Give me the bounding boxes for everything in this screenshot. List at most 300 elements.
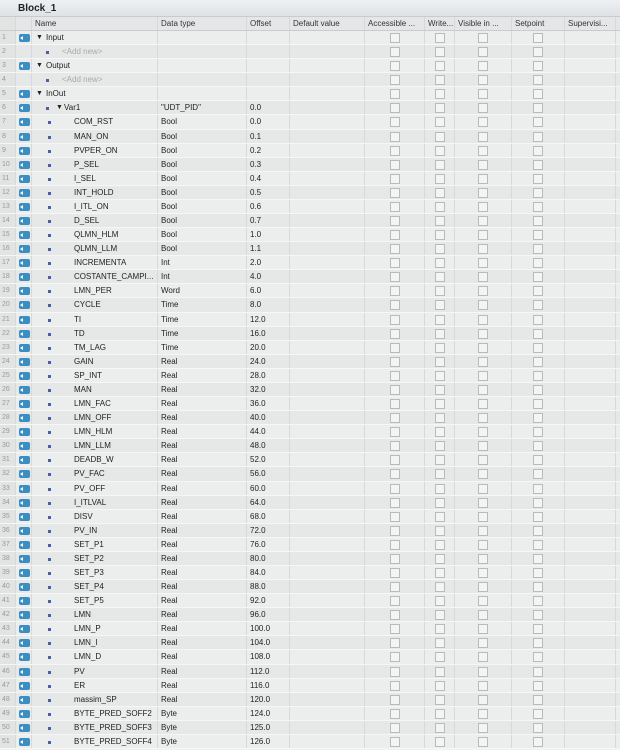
row-data-type[interactable]: Real xyxy=(158,369,247,382)
table-row[interactable] xyxy=(0,158,620,172)
checkbox-wr[interactable] xyxy=(435,47,445,57)
checkbox-vi[interactable] xyxy=(478,174,488,184)
checkbox-sp[interactable] xyxy=(533,652,543,662)
table-row[interactable] xyxy=(0,552,620,566)
row-default-value[interactable] xyxy=(290,608,365,621)
checkbox-sp[interactable] xyxy=(533,75,543,85)
row-default-value[interactable] xyxy=(290,439,365,452)
row-supervision[interactable] xyxy=(565,566,616,579)
checkbox-vi[interactable] xyxy=(478,61,488,71)
checkbox-ac[interactable] xyxy=(390,132,400,142)
table-row[interactable] xyxy=(0,580,620,594)
checkbox-vi[interactable] xyxy=(478,286,488,296)
checkbox-vi[interactable] xyxy=(478,132,488,142)
checkbox-vi[interactable] xyxy=(478,160,488,170)
table-row[interactable] xyxy=(0,298,620,312)
row-data-type[interactable]: Real xyxy=(158,552,247,565)
row-supervision[interactable] xyxy=(565,496,616,509)
row-name[interactable]: LMN_P xyxy=(74,624,101,634)
checkbox-vi[interactable] xyxy=(478,526,488,536)
checkbox-sp[interactable] xyxy=(533,132,543,142)
row-default-value[interactable] xyxy=(290,693,365,706)
row-data-type[interactable]: Real xyxy=(158,411,247,424)
header-visible[interactable]: Visible in ... xyxy=(455,17,512,30)
row-name[interactable]: GAIN xyxy=(74,356,94,366)
row-name[interactable]: INT_HOLD xyxy=(74,187,114,197)
table-row[interactable] xyxy=(0,636,620,650)
row-supervision[interactable] xyxy=(565,538,616,551)
table-row[interactable] xyxy=(0,355,620,369)
checkbox-wr[interactable] xyxy=(435,413,445,423)
checkbox-sp[interactable] xyxy=(533,188,543,198)
row-supervision[interactable] xyxy=(565,482,616,495)
row-name[interactable]: LMN xyxy=(74,610,91,620)
checkbox-sp[interactable] xyxy=(533,455,543,465)
row-supervision[interactable] xyxy=(565,31,616,44)
checkbox-ac[interactable] xyxy=(390,723,400,733)
checkbox-sp[interactable] xyxy=(533,357,543,367)
checkbox-wr[interactable] xyxy=(435,216,445,226)
table-row[interactable] xyxy=(0,439,620,453)
row-data-type[interactable]: Bool xyxy=(158,158,247,171)
checkbox-wr[interactable] xyxy=(435,258,445,268)
checkbox-sp[interactable] xyxy=(533,638,543,648)
checkbox-ac[interactable] xyxy=(390,300,400,310)
header-data-type[interactable]: Data type xyxy=(158,17,247,30)
checkbox-ac[interactable] xyxy=(390,681,400,691)
checkbox-vi[interactable] xyxy=(478,75,488,85)
checkbox-sp[interactable] xyxy=(533,202,543,212)
checkbox-vi[interactable] xyxy=(478,272,488,282)
row-supervision[interactable] xyxy=(565,439,616,452)
row-supervision[interactable] xyxy=(565,665,616,678)
header-offset[interactable]: Offset xyxy=(247,17,290,30)
row-default-value[interactable] xyxy=(290,707,365,720)
checkbox-wr[interactable] xyxy=(435,329,445,339)
row-supervision[interactable] xyxy=(565,130,616,143)
row-supervision[interactable] xyxy=(565,707,616,720)
row-default-value[interactable] xyxy=(290,425,365,438)
row-default-value[interactable] xyxy=(290,341,365,354)
checkbox-vi[interactable] xyxy=(478,568,488,578)
row-name[interactable]: LMN_FAC xyxy=(74,399,111,409)
row-data-type[interactable]: Real xyxy=(158,355,247,368)
row-data-type[interactable]: Real xyxy=(158,439,247,452)
checkbox-sp[interactable] xyxy=(533,343,543,353)
row-data-type[interactable]: Byte xyxy=(158,707,247,720)
checkbox-vi[interactable] xyxy=(478,103,488,113)
checkbox-wr[interactable] xyxy=(435,526,445,536)
checkbox-vi[interactable] xyxy=(478,554,488,564)
checkbox-ac[interactable] xyxy=(390,230,400,240)
checkbox-sp[interactable] xyxy=(533,413,543,423)
checkbox-ac[interactable] xyxy=(390,286,400,296)
checkbox-wr[interactable] xyxy=(435,315,445,325)
checkbox-ac[interactable] xyxy=(390,33,400,43)
row-data-type[interactable]: Real xyxy=(158,650,247,663)
checkbox-ac[interactable] xyxy=(390,413,400,423)
checkbox-ac[interactable] xyxy=(390,385,400,395)
row-data-type[interactable]: Real xyxy=(158,383,247,396)
checkbox-wr[interactable] xyxy=(435,160,445,170)
table-row[interactable] xyxy=(0,538,620,552)
table-row[interactable] xyxy=(0,467,620,481)
row-data-type[interactable]: Bool xyxy=(158,130,247,143)
row-supervision[interactable] xyxy=(565,101,616,114)
checkbox-ac[interactable] xyxy=(390,526,400,536)
checkbox-ac[interactable] xyxy=(390,709,400,719)
row-data-type[interactable]: Bool xyxy=(158,186,247,199)
checkbox-vi[interactable] xyxy=(478,343,488,353)
checkbox-ac[interactable] xyxy=(390,202,400,212)
checkbox-sp[interactable] xyxy=(533,371,543,381)
row-supervision[interactable] xyxy=(565,735,616,748)
table-row[interactable] xyxy=(0,650,620,664)
checkbox-vi[interactable] xyxy=(478,427,488,437)
row-name[interactable]: COM_RST xyxy=(74,117,114,127)
table-row[interactable] xyxy=(0,256,620,270)
checkbox-ac[interactable] xyxy=(390,61,400,71)
row-data-type[interactable]: Real xyxy=(158,453,247,466)
table-row[interactable] xyxy=(0,45,620,59)
header-name[interactable]: Name xyxy=(32,17,158,30)
checkbox-vi[interactable] xyxy=(478,484,488,494)
checkbox-ac[interactable] xyxy=(390,554,400,564)
checkbox-sp[interactable] xyxy=(533,427,543,437)
checkbox-wr[interactable] xyxy=(435,357,445,367)
checkbox-vi[interactable] xyxy=(478,469,488,479)
row-name[interactable]: MAN_ON xyxy=(74,131,109,141)
checkbox-wr[interactable] xyxy=(435,723,445,733)
row-supervision[interactable] xyxy=(565,228,616,241)
table-row[interactable] xyxy=(0,130,620,144)
row-name[interactable]: Output xyxy=(46,61,71,71)
row-default-value[interactable] xyxy=(290,721,365,734)
checkbox-vi[interactable] xyxy=(478,652,488,662)
row-data-type[interactable]: Bool xyxy=(158,242,247,255)
row-default-value[interactable] xyxy=(290,566,365,579)
checkbox-sp[interactable] xyxy=(533,89,543,99)
row-default-value[interactable] xyxy=(290,636,365,649)
row-name[interactable]: BYTE_PRED_SOFF3 xyxy=(74,722,152,732)
checkbox-vi[interactable] xyxy=(478,723,488,733)
row-data-type[interactable]: Bool xyxy=(158,200,247,213)
checkbox-vi[interactable] xyxy=(478,315,488,325)
checkbox-wr[interactable] xyxy=(435,695,445,705)
checkbox-sp[interactable] xyxy=(533,61,543,71)
checkbox-vi[interactable] xyxy=(478,399,488,409)
row-name[interactable]: PV xyxy=(74,666,85,676)
checkbox-ac[interactable] xyxy=(390,89,400,99)
checkbox-vi[interactable] xyxy=(478,695,488,705)
checkbox-ac[interactable] xyxy=(390,737,400,747)
checkbox-sp[interactable] xyxy=(533,300,543,310)
row-default-value[interactable] xyxy=(290,200,365,213)
row-default-value[interactable] xyxy=(290,679,365,692)
row-default-value[interactable] xyxy=(290,144,365,157)
row-supervision[interactable] xyxy=(565,721,616,734)
row-supervision[interactable] xyxy=(565,552,616,565)
checkbox-wr[interactable] xyxy=(435,117,445,127)
checkbox-sp[interactable] xyxy=(533,484,543,494)
checkbox-vi[interactable] xyxy=(478,737,488,747)
row-default-value[interactable] xyxy=(290,496,365,509)
header-default-value[interactable]: Default value xyxy=(290,17,365,30)
checkbox-wr[interactable] xyxy=(435,484,445,494)
row-supervision[interactable] xyxy=(565,580,616,593)
row-default-value[interactable] xyxy=(290,650,365,663)
row-default-value[interactable] xyxy=(290,383,365,396)
table-row[interactable] xyxy=(0,622,620,636)
checkbox-ac[interactable] xyxy=(390,117,400,127)
checkbox-ac[interactable] xyxy=(390,667,400,677)
row-default-value[interactable] xyxy=(290,538,365,551)
row-name[interactable]: DEADB_W xyxy=(74,455,114,465)
table-row[interactable] xyxy=(0,496,620,510)
checkbox-wr[interactable] xyxy=(435,582,445,592)
add-new-placeholder[interactable]: <Add new> xyxy=(62,75,103,85)
checkbox-ac[interactable] xyxy=(390,357,400,367)
row-supervision[interactable] xyxy=(565,650,616,663)
checkbox-ac[interactable] xyxy=(390,47,400,57)
checkbox-ac[interactable] xyxy=(390,244,400,254)
table-row[interactable] xyxy=(0,172,620,186)
checkbox-wr[interactable] xyxy=(435,188,445,198)
checkbox-vi[interactable] xyxy=(478,512,488,522)
table-row[interactable] xyxy=(0,242,620,256)
checkbox-sp[interactable] xyxy=(533,117,543,127)
row-supervision[interactable] xyxy=(565,298,616,311)
row-default-value[interactable] xyxy=(290,665,365,678)
row-default-value[interactable] xyxy=(290,397,365,410)
table-row[interactable] xyxy=(0,59,620,73)
row-name[interactable]: P_SEL xyxy=(74,159,99,169)
row-data-type[interactable] xyxy=(158,73,247,86)
row-data-type[interactable]: Time xyxy=(158,313,247,326)
checkbox-wr[interactable] xyxy=(435,272,445,282)
row-default-value[interactable] xyxy=(290,284,365,297)
row-name[interactable]: SET_P2 xyxy=(74,553,104,563)
table-row[interactable] xyxy=(0,453,620,467)
checkbox-ac[interactable] xyxy=(390,498,400,508)
table-row[interactable] xyxy=(0,566,620,580)
row-default-value[interactable] xyxy=(290,59,365,72)
row-supervision[interactable] xyxy=(565,383,616,396)
row-default-value[interactable] xyxy=(290,270,365,283)
table-row[interactable] xyxy=(0,482,620,496)
table-row[interactable] xyxy=(0,693,620,707)
row-default-value[interactable] xyxy=(290,298,365,311)
row-name[interactable]: SET_P5 xyxy=(74,596,104,606)
row-default-value[interactable] xyxy=(290,73,365,86)
checkbox-sp[interactable] xyxy=(533,315,543,325)
table-row[interactable] xyxy=(0,101,620,115)
row-data-type[interactable]: Real xyxy=(158,679,247,692)
checkbox-wr[interactable] xyxy=(435,737,445,747)
checkbox-wr[interactable] xyxy=(435,540,445,550)
checkbox-ac[interactable] xyxy=(390,568,400,578)
row-supervision[interactable] xyxy=(565,186,616,199)
row-name[interactable]: SP_INT xyxy=(74,370,103,380)
row-default-value[interactable] xyxy=(290,87,365,100)
checkbox-wr[interactable] xyxy=(435,174,445,184)
checkbox-wr[interactable] xyxy=(435,681,445,691)
checkbox-ac[interactable] xyxy=(390,399,400,409)
table-row[interactable] xyxy=(0,270,620,284)
checkbox-sp[interactable] xyxy=(533,723,543,733)
checkbox-ac[interactable] xyxy=(390,610,400,620)
checkbox-ac[interactable] xyxy=(390,188,400,198)
table-row[interactable] xyxy=(0,115,620,129)
checkbox-vi[interactable] xyxy=(478,188,488,198)
checkbox-wr[interactable] xyxy=(435,33,445,43)
row-default-value[interactable] xyxy=(290,158,365,171)
checkbox-ac[interactable] xyxy=(390,216,400,226)
checkbox-ac[interactable] xyxy=(390,258,400,268)
row-supervision[interactable] xyxy=(565,242,616,255)
row-supervision[interactable] xyxy=(565,411,616,424)
row-name[interactable]: PV_IN xyxy=(74,525,98,535)
row-name[interactable]: SET_P4 xyxy=(74,582,104,592)
checkbox-wr[interactable] xyxy=(435,709,445,719)
row-default-value[interactable] xyxy=(290,594,365,607)
row-supervision[interactable] xyxy=(565,144,616,157)
checkbox-ac[interactable] xyxy=(390,695,400,705)
row-name[interactable]: SET_P3 xyxy=(74,567,104,577)
checkbox-vi[interactable] xyxy=(478,638,488,648)
row-default-value[interactable] xyxy=(290,256,365,269)
checkbox-ac[interactable] xyxy=(390,427,400,437)
checkbox-wr[interactable] xyxy=(435,667,445,677)
row-data-type[interactable]: "UDT_PID" xyxy=(158,101,247,114)
checkbox-vi[interactable] xyxy=(478,667,488,677)
table-row[interactable] xyxy=(0,284,620,298)
row-data-type[interactable]: Time xyxy=(158,341,247,354)
checkbox-wr[interactable] xyxy=(435,132,445,142)
row-default-value[interactable] xyxy=(290,453,365,466)
checkbox-ac[interactable] xyxy=(390,343,400,353)
checkbox-wr[interactable] xyxy=(435,343,445,353)
checkbox-sp[interactable] xyxy=(533,709,543,719)
row-data-type[interactable]: Bool xyxy=(158,172,247,185)
row-supervision[interactable] xyxy=(565,594,616,607)
checkbox-ac[interactable] xyxy=(390,638,400,648)
row-data-type[interactable]: Byte xyxy=(158,721,247,734)
checkbox-wr[interactable] xyxy=(435,202,445,212)
checkbox-wr[interactable] xyxy=(435,61,445,71)
checkbox-sp[interactable] xyxy=(533,258,543,268)
checkbox-wr[interactable] xyxy=(435,300,445,310)
row-supervision[interactable] xyxy=(565,256,616,269)
row-data-type[interactable]: Real xyxy=(158,467,247,480)
checkbox-ac[interactable] xyxy=(390,315,400,325)
row-name[interactable]: BYTE_PRED_SOFF4 xyxy=(74,736,152,746)
expand-triangle-icon[interactable]: ▼ xyxy=(56,104,63,112)
checkbox-vi[interactable] xyxy=(478,540,488,550)
expand-triangle-icon[interactable]: ▼ xyxy=(36,90,43,98)
checkbox-ac[interactable] xyxy=(390,596,400,606)
table-row[interactable] xyxy=(0,397,620,411)
row-name[interactable]: TM_LAG xyxy=(74,342,107,352)
row-default-value[interactable] xyxy=(290,45,365,58)
checkbox-wr[interactable] xyxy=(435,244,445,254)
checkbox-wr[interactable] xyxy=(435,371,445,381)
checkbox-vi[interactable] xyxy=(478,596,488,606)
row-name[interactable]: COSTANTE_CAMPI... xyxy=(74,272,154,282)
checkbox-sp[interactable] xyxy=(533,329,543,339)
row-name[interactable]: LMN_PER xyxy=(74,286,112,296)
checkbox-wr[interactable] xyxy=(435,455,445,465)
row-data-type[interactable]: Real xyxy=(158,566,247,579)
checkbox-wr[interactable] xyxy=(435,568,445,578)
checkbox-sp[interactable] xyxy=(533,681,543,691)
checkbox-ac[interactable] xyxy=(390,441,400,451)
table-row[interactable] xyxy=(0,31,620,45)
row-data-type[interactable]: Bool xyxy=(158,115,247,128)
checkbox-vi[interactable] xyxy=(478,624,488,634)
checkbox-ac[interactable] xyxy=(390,174,400,184)
row-data-type[interactable]: Real xyxy=(158,482,247,495)
checkbox-sp[interactable] xyxy=(533,624,543,634)
checkbox-ac[interactable] xyxy=(390,103,400,113)
table-row[interactable] xyxy=(0,383,620,397)
checkbox-sp[interactable] xyxy=(533,385,543,395)
row-name[interactable]: LMN_OFF xyxy=(74,413,112,423)
checkbox-ac[interactable] xyxy=(390,469,400,479)
table-row[interactable] xyxy=(0,200,620,214)
row-default-value[interactable] xyxy=(290,214,365,227)
row-data-type[interactable]: Bool xyxy=(158,214,247,227)
row-name[interactable]: BYTE_PRED_SOFF2 xyxy=(74,708,152,718)
checkbox-sp[interactable] xyxy=(533,554,543,564)
table-row[interactable] xyxy=(0,87,620,101)
row-default-value[interactable] xyxy=(290,313,365,326)
row-name[interactable]: Var1 xyxy=(64,103,81,113)
checkbox-sp[interactable] xyxy=(533,568,543,578)
row-supervision[interactable] xyxy=(565,172,616,185)
checkbox-ac[interactable] xyxy=(390,455,400,465)
checkbox-vi[interactable] xyxy=(478,216,488,226)
checkbox-vi[interactable] xyxy=(478,371,488,381)
row-data-type[interactable]: Real xyxy=(158,622,247,635)
row-supervision[interactable] xyxy=(565,158,616,171)
row-data-type[interactable]: Real xyxy=(158,594,247,607)
table-row[interactable] xyxy=(0,214,620,228)
checkbox-ac[interactable] xyxy=(390,512,400,522)
checkbox-vi[interactable] xyxy=(478,441,488,451)
checkbox-sp[interactable] xyxy=(533,540,543,550)
checkbox-wr[interactable] xyxy=(435,624,445,634)
row-data-type[interactable]: Real xyxy=(158,496,247,509)
row-default-value[interactable] xyxy=(290,101,365,114)
checkbox-vi[interactable] xyxy=(478,498,488,508)
row-name[interactable]: LMN_LLM xyxy=(74,441,111,451)
checkbox-vi[interactable] xyxy=(478,413,488,423)
row-name[interactable]: CYCLE xyxy=(74,300,101,310)
checkbox-wr[interactable] xyxy=(435,385,445,395)
checkbox-vi[interactable] xyxy=(478,47,488,57)
checkbox-wr[interactable] xyxy=(435,652,445,662)
row-default-value[interactable] xyxy=(290,735,365,748)
checkbox-sp[interactable] xyxy=(533,695,543,705)
row-default-value[interactable] xyxy=(290,580,365,593)
checkbox-vi[interactable] xyxy=(478,33,488,43)
row-supervision[interactable] xyxy=(565,214,616,227)
row-name[interactable]: InOut xyxy=(46,89,66,99)
checkbox-sp[interactable] xyxy=(533,498,543,508)
checkbox-sp[interactable] xyxy=(533,399,543,409)
row-default-value[interactable] xyxy=(290,467,365,480)
